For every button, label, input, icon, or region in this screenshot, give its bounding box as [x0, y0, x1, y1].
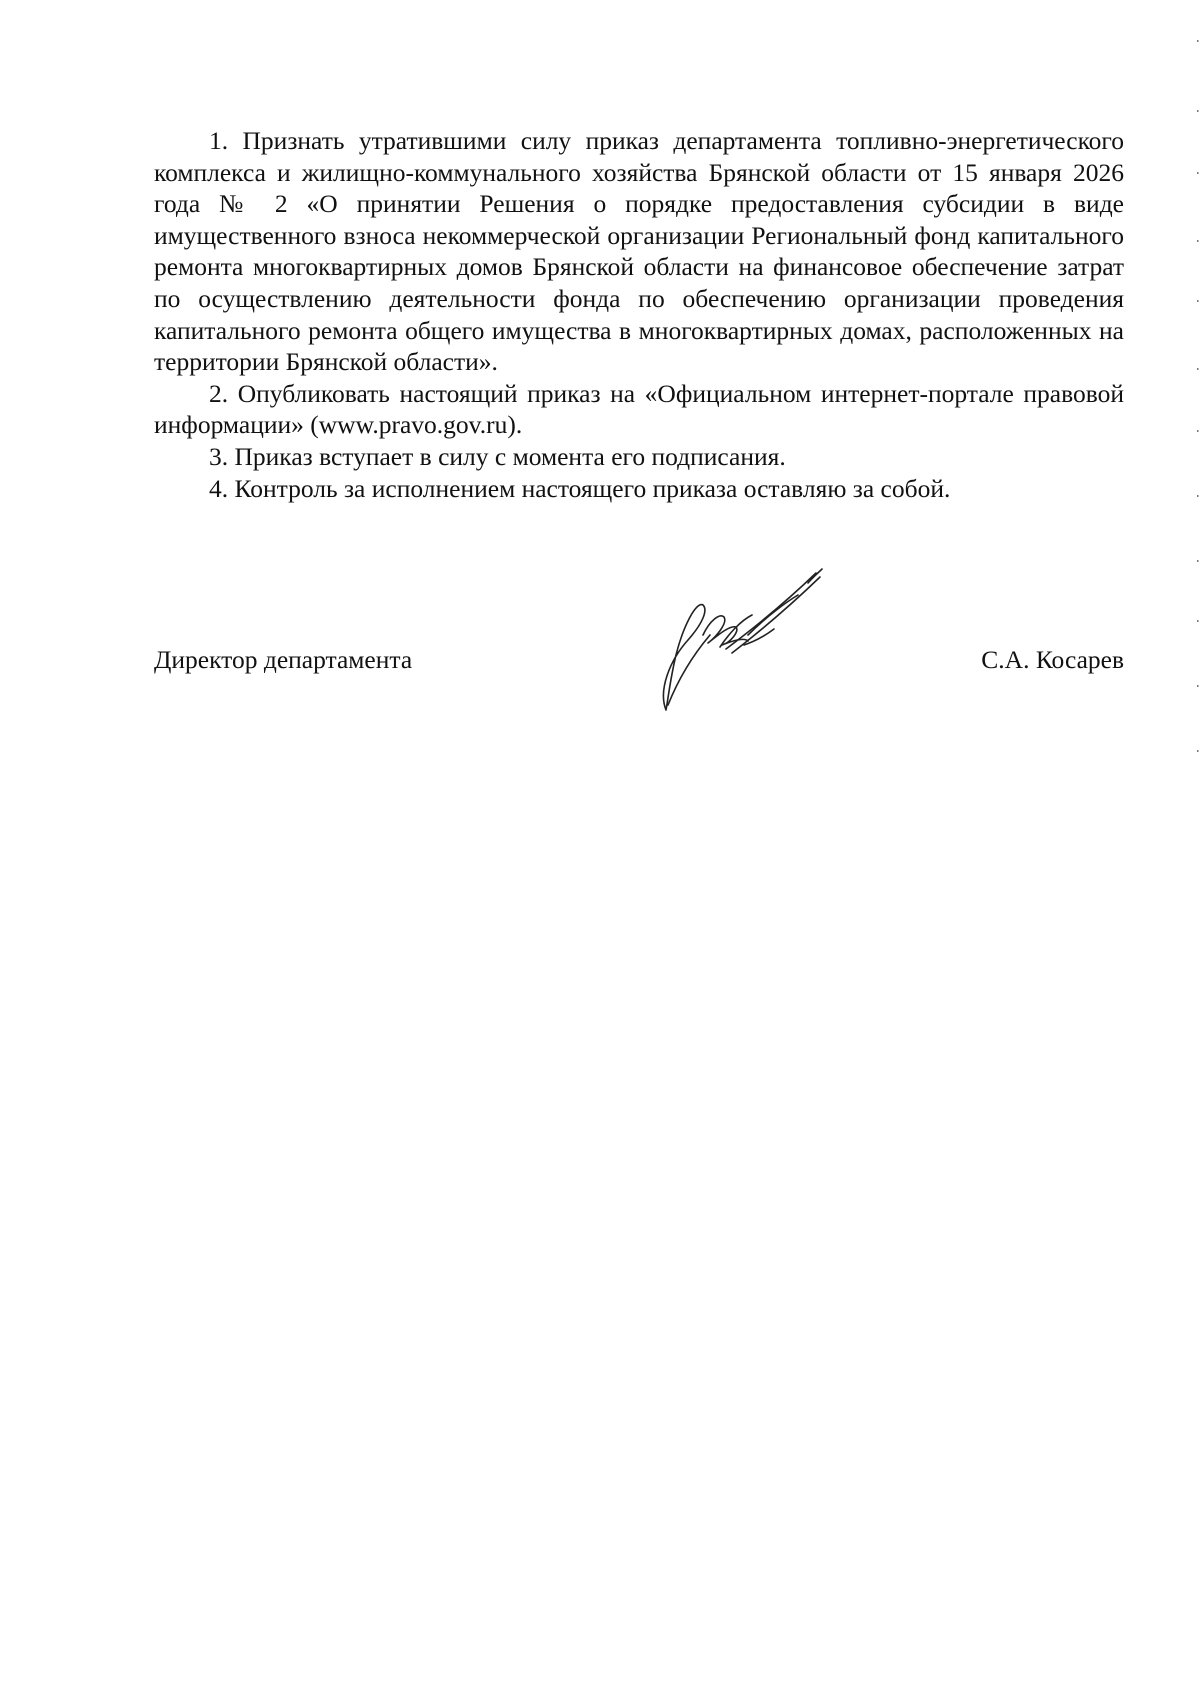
document-body: [154, 125, 1124, 504]
signer-position: Директор департамента: [154, 645, 413, 674]
paragraph-3: 3. Приказ вступает в силу с момента его подписания.: [209, 441, 786, 471]
paragraph-4: 4. Контроль за исполнением настоящего приказа оставляю за собой.: [209, 473, 951, 503]
paragraph-2: 2. Опубликовать настоящий приказ на «Официальном интернет-портале правовой информации» (www.pravo.gov.ru).: [154, 378, 1124, 440]
scan-edge-marks: [1180, 0, 1200, 1694]
signature-block: [154, 640, 1124, 680]
paragraph-1: 1. Признать утратившими силу приказ департамента топливно-энергетического комплекса и жилищно-коммунального хозяйства Брянской области от 15 января 2026 года № 2 «О принятии Решения о порядке предоставления субсидии в виде имущественного взноса некоммерческой организации Региональный фонд капитального ремонта многоквартирных домов Брянской области на финансовое обеспечение затрат по осуществлению деятельности фонда по обеспечению организации проведения капитального ремонта общего имущества в многоквартирных домах, расположенных на территории Брянской области».: [154, 126, 1124, 377]
signer-name: С.А. Косарев: [981, 645, 1124, 674]
